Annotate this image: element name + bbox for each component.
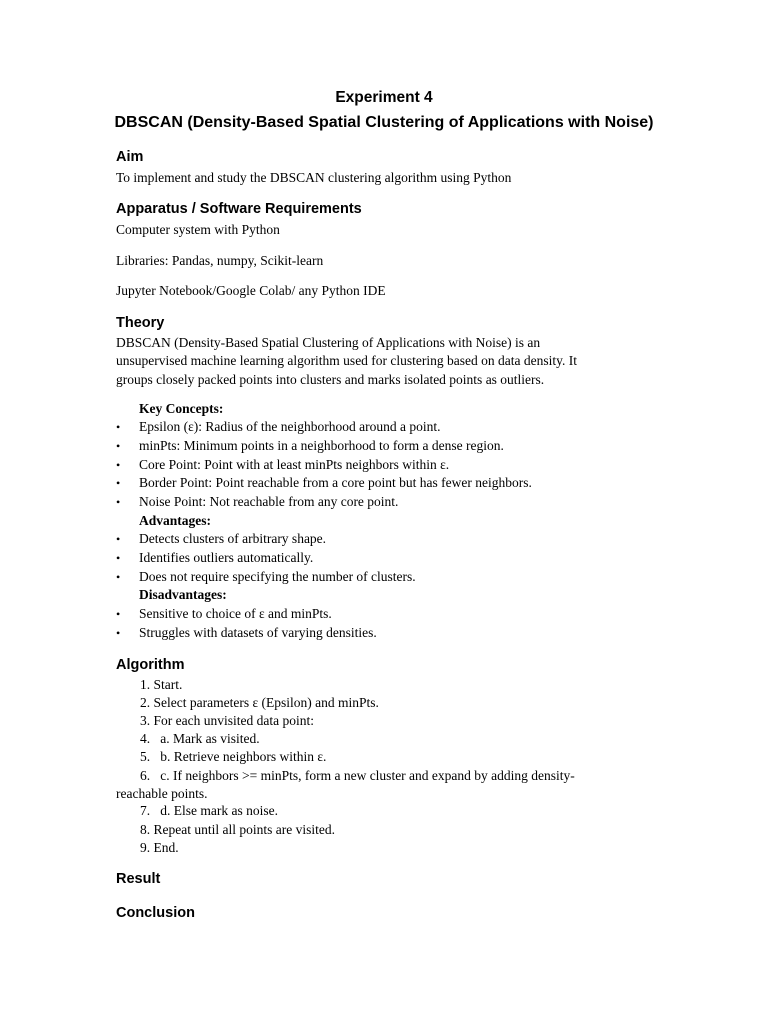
algorithm-heading: Algorithm — [116, 657, 185, 673]
aim-heading: Aim — [116, 149, 144, 165]
algorithm-step: 8. Repeat until all points are visited. — [140, 822, 335, 837]
key-concept-text: minPts: Minimum points in a neighborhood to form a dense region. — [139, 438, 504, 453]
bullet-icon: • — [116, 420, 121, 434]
algorithm-step: 5. b. Retrieve neighbors within ε. — [140, 749, 327, 764]
key-concept-text: Epsilon (ε): Radius of the neighborhood around a point. — [139, 419, 441, 434]
bullet-icon: • — [116, 458, 121, 472]
advantage-text: Identifies outliers automatically. — [139, 550, 314, 565]
algorithm-step: 9. End. — [140, 840, 179, 855]
advantage-text: Detects clusters of arbitrary shape. — [139, 531, 327, 546]
bullet-icon: • — [116, 495, 121, 509]
page-title: Experiment 4 — [335, 89, 433, 106]
apparatus-item: Libraries: Pandas, numpy, Scikit-learn — [116, 253, 324, 268]
bullet-icon: • — [116, 439, 121, 453]
disadvantage-text: Sensitive to choice of ε and minPts. — [139, 606, 332, 621]
disadvantages-heading: Disadvantages: — [139, 587, 227, 602]
key-concepts-heading: Key Concepts: — [139, 401, 224, 416]
conclusion-heading: Conclusion — [116, 905, 195, 921]
advantage-text: Does not require specifying the number of clusters. — [139, 569, 416, 584]
algorithm-step: 1. Start. — [140, 677, 183, 692]
theory-paragraph-line: unsupervised machine learning algorithm used for clustering based on data density. It — [116, 353, 577, 368]
key-concept-text: Border Point: Point reachable from a core point but has fewer neighbors. — [139, 475, 532, 490]
algorithm-step: 6. c. If neighbors >= minPts, form a new cluster and expand by adding density- — [140, 768, 575, 783]
bullet-icon: • — [116, 532, 121, 546]
apparatus-item: Computer system with Python — [116, 222, 280, 237]
bullet-icon: • — [116, 551, 121, 565]
aim-text: To implement and study the DBSCAN clustering algorithm using Python — [116, 170, 512, 185]
algorithm-step: 7. d. Else mark as noise. — [140, 803, 278, 818]
apparatus-item: Jupyter Notebook/Google Colab/ any Python IDE — [116, 283, 386, 298]
theory-heading: Theory — [116, 315, 165, 331]
advantages-heading: Advantages: — [139, 513, 212, 528]
bullet-icon: • — [116, 626, 121, 640]
algorithm-step: 4. a. Mark as visited. — [140, 731, 260, 746]
algorithm-step: 2. Select parameters ε (Epsilon) and minPts. — [140, 695, 379, 710]
bullet-icon: • — [116, 570, 121, 584]
algorithm-step-continuation: reachable points. — [116, 786, 208, 801]
bullet-icon: • — [116, 476, 121, 490]
page-subtitle: DBSCAN (Density-Based Spatial Clustering of Applications with Noise) — [114, 114, 654, 131]
key-concept-text: Core Point: Point with at least minPts neighbors within ε. — [139, 457, 450, 472]
disadvantage-text: Struggles with datasets of varying densities. — [139, 625, 377, 640]
algorithm-step: 3. For each unvisited data point: — [140, 713, 314, 728]
bullet-icon: • — [116, 607, 121, 621]
result-heading: Result — [116, 871, 161, 887]
key-concept-text: Noise Point: Not reachable from any core point. — [139, 494, 399, 509]
theory-paragraph-line: DBSCAN (Density-Based Spatial Clustering of Applications with Noise) is an — [116, 335, 541, 350]
apparatus-heading: Apparatus / Software Requirements — [116, 201, 362, 217]
theory-paragraph-line: groups closely packed points into clusters and marks isolated points as outliers. — [116, 372, 545, 387]
